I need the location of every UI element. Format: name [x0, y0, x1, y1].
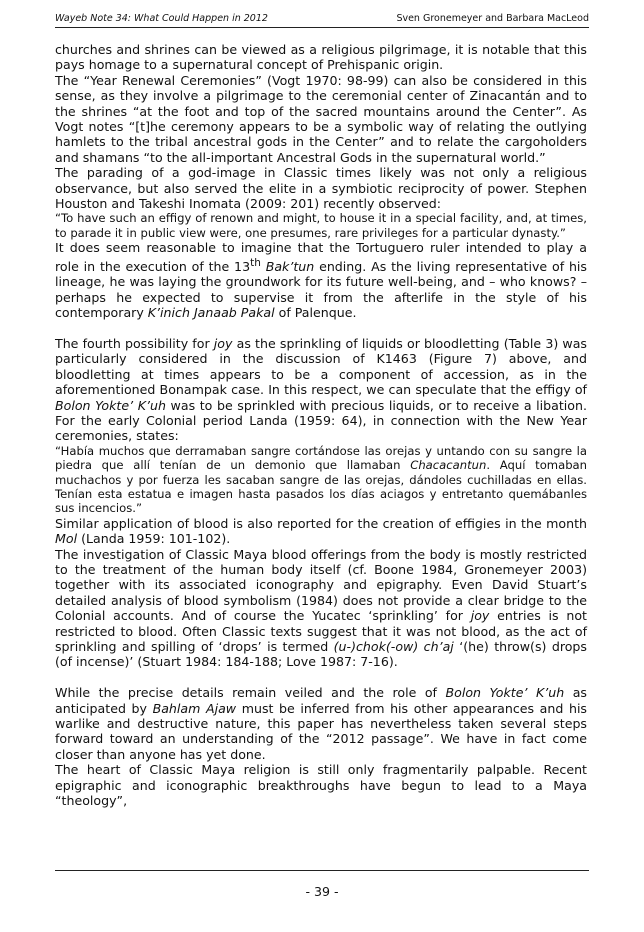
text-run: must be inferred from his other appearances and his warlike and destructive nature, this paper has nevertheless taken several steps forward toward an understanding of the “2012 passage”. We have in fact come closer than anyone has yet done.: [55, 700, 587, 762]
body-text: [55, 42, 587, 808]
text-run: ‘(he) throw(s) drops (of incense)’ (Stuart 1984: 184-188; Love 1987: 7-16).: [55, 639, 587, 670]
block-quote: “To have such an effigy of renown and might, to house it in a special facility, and, at times, to parade it in public view were, one presumes, rare privileges for a particular dynasty.”: [55, 211, 587, 240]
italic-term: Bak’tun: [265, 258, 315, 274]
italic-term: joy: [213, 335, 233, 351]
superscript: th: [250, 256, 261, 269]
text-run: as anticipated by: [55, 685, 587, 716]
italic-term: Bolon Yokte’ K’uh: [55, 397, 166, 413]
footer-rule: [55, 870, 589, 871]
paragraph: [55, 547, 587, 670]
text-run: of Palenque.: [274, 305, 357, 321]
text-run: . Aquí tomaban muchachos y por fuerza les sacaban sangre de las orejas, dándoles cuchilladas en ellas. Tenían esta estatua e imagen hasta pasados los días aciagos y entretanto quemábanles sus incencios.”: [55, 458, 588, 516]
page-number: - 39 -: [305, 884, 339, 899]
text-run: entries is not restricted to blood. Often Classic texts suggest that it was not blood, as the act of sprinkling and spilling of ‘drops’ is termed: [55, 608, 587, 655]
block-quote: [55, 444, 587, 516]
italic-term: joy: [470, 608, 490, 624]
italic-term: Chacacantun: [410, 458, 487, 473]
italic-term: Bolon Yokte’ K’uh: [445, 685, 565, 701]
text-run: While the precise details remain veiled and the role of: [55, 685, 446, 701]
italic-term: K’inich Janaab Pakal: [147, 305, 275, 321]
paragraph: [55, 685, 587, 762]
text-run: (Landa 1959: 101-102).: [77, 531, 231, 547]
text-run: The investigation of Classic Maya blood offerings from the body is mostly restricted to the treatment of the human body itself (cf. Boone 1984, Gronemeyer 2003) together with its associated iconography and epigraphy. Even David Stuart’s detailed analysis of blood symbolism (1984) does not provide a clear bridge to the Colonial accounts. And of course the Yucatec ‘sprinkling’ for: [55, 546, 587, 624]
italic-term: (u-)chok(-ow) ch’aj: [333, 639, 454, 655]
text-run: The fourth possibility for: [55, 335, 214, 351]
text-run: Similar application of blood is also reported for the creation of effigies in the month: [55, 515, 587, 531]
text-run: as the sprinkling of liquids or bloodletting (Table 3) was particularly considered in the discussion of K1463 (Figure 7) above, and bloodletting at times appears to be a component of accession, as in the aforementioned Bonampak case. In this respect, we can speculate that the effigy of: [55, 335, 587, 398]
text-run: was to be sprinkled with precious liquids, or to receive a libation. For the early Colonial period Landa (1959: 64), in connection with the New Year ceremonies, states:: [55, 397, 587, 444]
paragraph: [55, 240, 587, 320]
paragraph: [55, 516, 587, 547]
paragraph: The parading of a god-image in Classic times likely was not only a religious observance, but also served the elite in a symbiotic reciprocity of power. Stephen Houston and Takeshi Inomata (2009: 201) recently observed:: [55, 165, 587, 212]
paragraph: The “Year Renewal Ceremonies” (Vogt 1970: 98-99) can also be considered in this sense, as they involve a pilgrimage to the ceremonial center of Zinacantán and to the shrines “at the foot and top of the sacred mountains around the Center”. As Vogt notes “[t]he ceremony appears to be a symbolic way of relating the outlying hamlets to the tribal ancestral gods in the Center” and to relate the cargoholders and shamans “to the all-important Ancestral Gods in the supernatural world.”: [55, 72, 587, 165]
text-run: “Había muchos que derramaban sangre cortándose las orejas y untando con su sangre la piedra que allí tenían de un demonio que llamaban: [55, 443, 587, 473]
text-run: ending. As the living representative of his lineage, he was laying the groundwork for its future well-being, and – who knows? – perhaps he expected to supervise it from the afterlife in the style of his contemporary: [55, 258, 587, 321]
italic-term: Bahlam Ajaw: [152, 700, 237, 716]
paragraph: [55, 336, 587, 444]
running-header: [55, 13, 589, 28]
header-authors: Sven Gronemeyer and Barbara MacLeod: [396, 13, 589, 24]
paragraph: The heart of Classic Maya religion is still only fragmentarily palpable. Recent epigraphic and iconographic breakthroughs have begun to lead to a Maya “theology”,: [55, 762, 587, 809]
text-run: It does seem reasonable to imagine that the Tortuguero ruler intended to play a role in the execution of the 13: [55, 240, 587, 274]
italic-term: Mol: [55, 531, 78, 547]
paragraph: churches and shrines can be viewed as a religious pilgrimage, it is notable that this pays homage to a supernatural concept of Prehispanic origin.: [55, 42, 587, 73]
header-title: Wayeb Note 34: What Could Happen in 2012: [55, 13, 268, 24]
